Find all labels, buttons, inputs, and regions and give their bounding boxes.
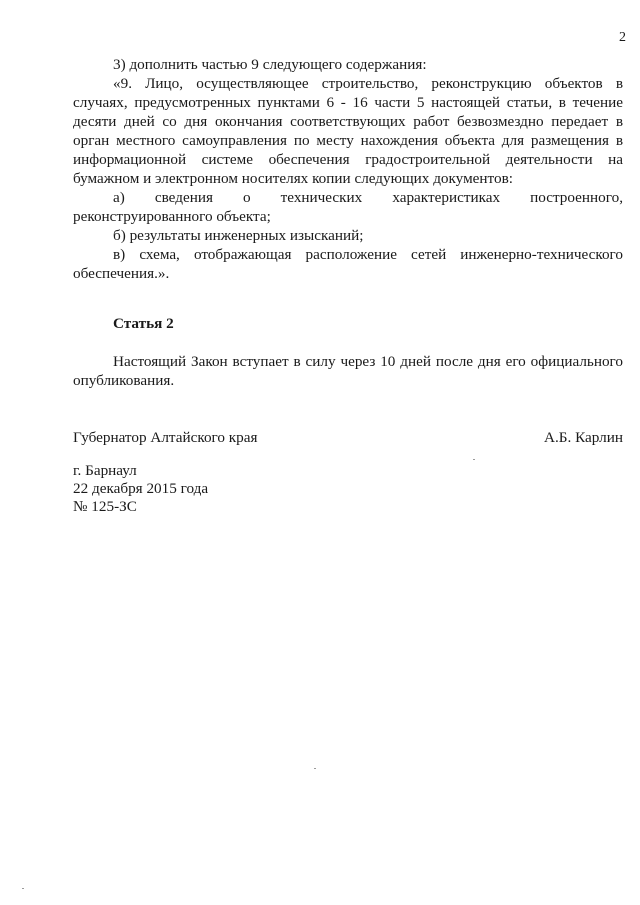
place-date-number: [73, 462, 208, 516]
governor-title: Губернатор Алтайского края: [73, 429, 258, 446]
signature-line: [73, 428, 623, 447]
scan-speck: [314, 768, 316, 769]
document-body: [73, 55, 623, 390]
article-2-heading: Статья 2: [113, 315, 174, 332]
article-2-text: Настоящий Закон вступает в силу через 10 дней после дня его официального опубликования.: [73, 353, 623, 389]
scan-speck: [473, 459, 475, 460]
city: г. Барнаул: [73, 462, 137, 479]
amendment-subitem-b: б) результаты инженерных изысканий;: [113, 227, 364, 244]
amendment-subitem-c: в) схема, отображающая расположение сетей инженерно-технического обеспечения.».: [73, 246, 623, 282]
scan-speck: [22, 888, 24, 889]
law-number: № 125-ЗС: [73, 498, 137, 515]
amendment-subitem-a: а) сведения о технических характеристиках построенного, реконструированного объекта;: [73, 189, 623, 225]
law-date: 22 декабря 2015 года: [73, 480, 209, 497]
amendment-part-9: «9. Лицо, осуществляющее строительство, реконструкцию объектов в случаях, предусмотренных пунктами 6 - 16 части 5 настоящей статьи, в течение десяти дней со дня окончания соответствующих работ безвозмездно передает в орган местного самоуправления по месту нахождения объекта для размещения в информационной системе обеспечения градостроительной деятельности на бумажном и электронном носителях копии следующих документов:: [73, 75, 623, 187]
amendment-item-3: 3) дополнить частью 9 следующего содержания:: [113, 56, 427, 73]
page-number: 2: [619, 30, 626, 45]
governor-name: А.Б. Карлин: [544, 429, 623, 446]
